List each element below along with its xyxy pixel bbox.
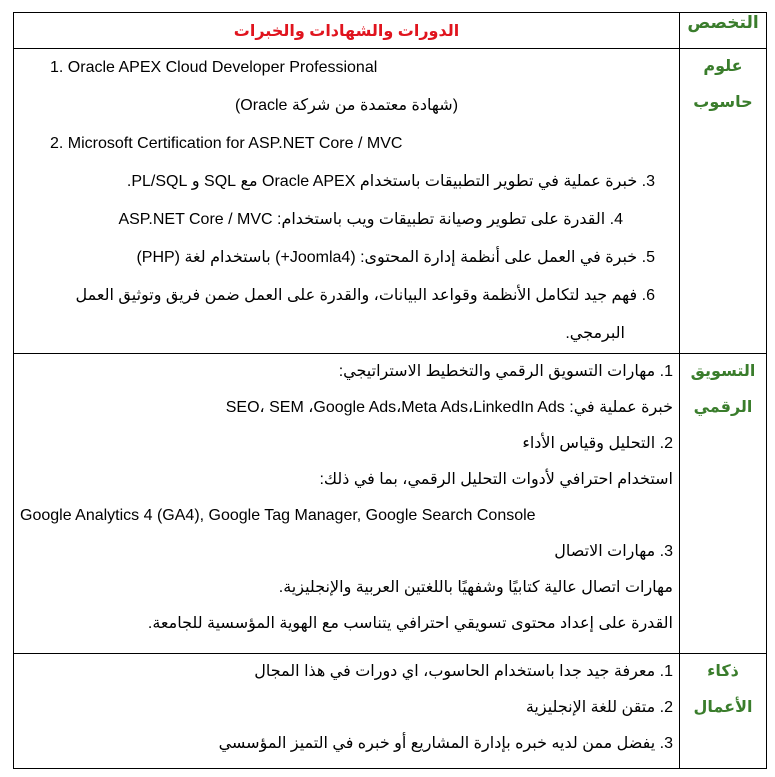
- header-specialization: التخصص: [687, 13, 759, 32]
- header-specialization-cell: [680, 13, 767, 49]
- list-item: استخدام احترافي لأدوات التحليل الرقمي، بما في ذلك:: [319, 471, 673, 488]
- row-digital-marketing: [14, 354, 767, 654]
- list-item: 3. خبرة عملية في تطوير التطبيقات باستخدام Oracle APEX مع SQL و PL/SQL.: [126, 173, 655, 190]
- list-item: 5. خبرة في العمل على أنظمة إدارة المحتوى: (Joomla4+) باستخدام لغة (PHP): [136, 249, 655, 266]
- row-business-intelligence: [14, 654, 767, 769]
- specialization-label-line1: ذكاء: [707, 663, 739, 680]
- list-item: Google Analytics 4 (GA4), Google Tag Manager, Google Search Console: [20, 507, 536, 524]
- list-item: خبرة عملية في: SEO، SEM ،Google Ads،Meta Ads،LinkedIn Ads: [225, 399, 673, 416]
- header-courses-cell: [14, 13, 680, 49]
- specialization-label-line1: التسويق: [690, 363, 756, 380]
- specialization-cell: [680, 654, 767, 769]
- specialization-label-line2: الأعمال: [693, 699, 753, 716]
- list-item: 3. مهارات الاتصال: [554, 543, 673, 560]
- list-item: 2. التحليل وقياس الأداء: [522, 435, 673, 452]
- header-courses-title: الدورات والشهادات والخبرات: [233, 22, 460, 40]
- content-cell: [14, 354, 680, 654]
- list-item: 2. Microsoft Certification for ASP.NET Core / MVC: [50, 135, 403, 152]
- list-item: القدرة على إعداد محتوى تسويقي احترافي يتناسب مع الهوية المؤسسية للجامعة.: [147, 615, 673, 632]
- list-item: 1. مهارات التسويق الرقمي والتخطيط الاستراتيجي:: [338, 363, 673, 380]
- list-item: 6. فهم جيد لتكامل الأنظمة وقواعد البيانات، والقدرة على العمل ضمن فريق وتوثيق العمل: [75, 287, 655, 304]
- specialization-label-line2: الرقمي: [693, 399, 753, 416]
- list-item: 1. Oracle APEX Cloud Developer Professional: [50, 59, 378, 76]
- specialization-label-line2: حاسوب: [693, 94, 753, 111]
- list-item: 4. القدرة على تطوير وصيانة تطبيقات ويب باستخدام: ASP.NET Core / MVC: [118, 211, 623, 228]
- list-item: البرمجي.: [565, 325, 625, 342]
- list-item: 1. معرفة جيد جدا باستخدام الحاسوب، اي دورات في هذا المجال: [254, 663, 673, 680]
- list-item: 3. يفضل ممن لديه خبره بإدارة المشاريع أو خبره في التميز المؤسسي: [218, 735, 673, 752]
- list-item: مهارات اتصال عالية كتابيًا وشفهيًا باللغتين العربية والإنجليزية.: [278, 579, 673, 596]
- specialization-cell: [680, 354, 767, 654]
- header-row: [14, 13, 767, 49]
- list-item: 2. متقن للغة الإنجليزية: [525, 699, 673, 716]
- specialization-label-line1: علوم: [703, 58, 743, 75]
- content-cell: [14, 49, 680, 354]
- specialization-cell: [680, 49, 767, 354]
- courses-table: [13, 12, 767, 769]
- list-item: (شهادة معتمدة من شركة Oracle): [234, 97, 459, 114]
- row-computer-science: [14, 49, 767, 354]
- content-cell: [14, 654, 680, 769]
